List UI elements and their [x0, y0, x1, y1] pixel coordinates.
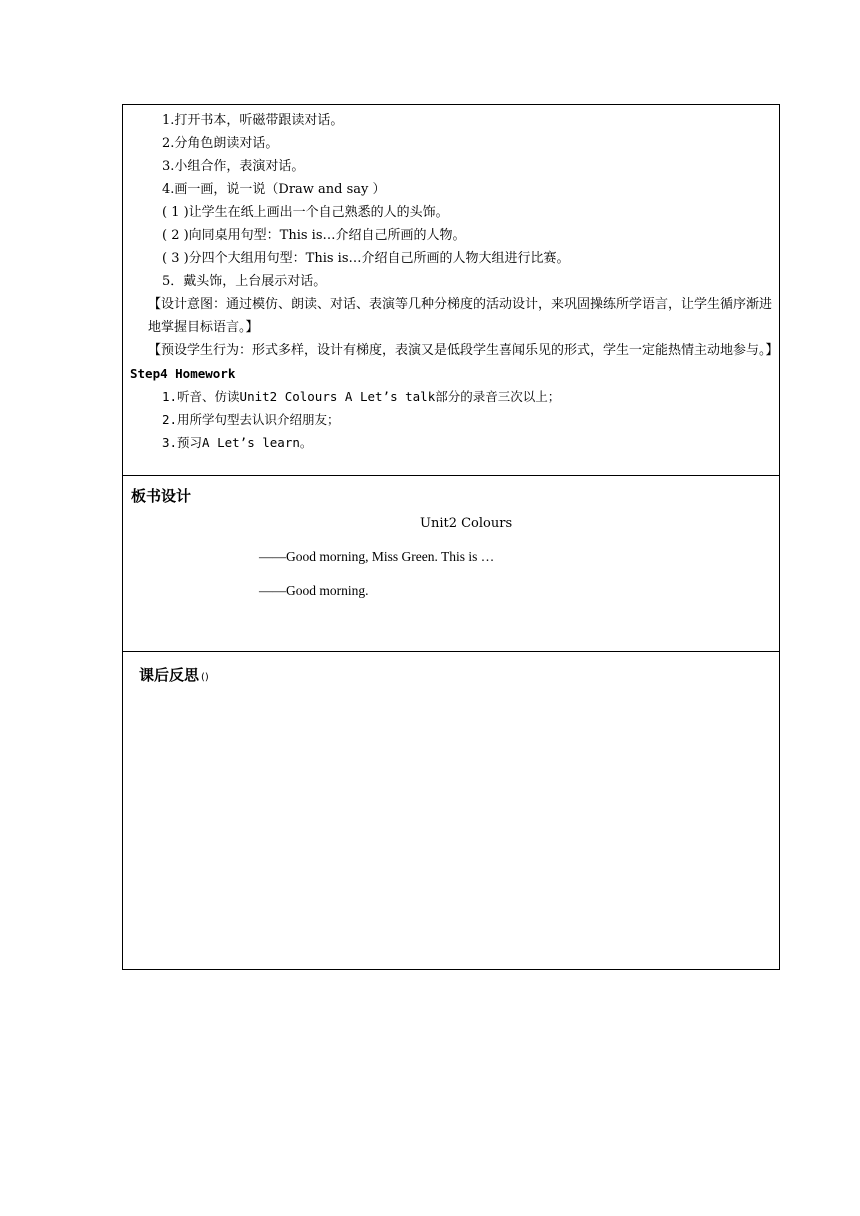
homework-heading: Step4 Homework — [130, 366, 236, 381]
board-dialogue-line: ——Good morning. — [259, 583, 369, 598]
reflection-cell — [123, 652, 779, 969]
homework-item: 3.预习A Let’s learn。 — [162, 435, 313, 450]
step-line: 2.分角色朗读对话。 — [162, 136, 279, 151]
board-dialogue-line: ——Good morning, Miss Green. This is … — [259, 549, 495, 564]
reflection-title-text: 课后反思 — [139, 666, 200, 684]
step-line: 1.打开书本，听磁带跟读对话。 — [162, 113, 344, 128]
board-design-title: 板书设计 — [131, 487, 192, 505]
reflection-title — [139, 664, 209, 685]
step-line: ( 1 )让学生在纸上画出一个自己熟悉的人的头饰。 — [162, 205, 449, 220]
step-line: 3.小组合作，表演对话。 — [162, 159, 305, 174]
lesson-plan-table — [122, 104, 780, 970]
step-line: ( 3 )分四个大组用句型：This is…介绍自己所画的人物大组进行比赛。 — [162, 251, 570, 266]
board-design-cell — [123, 476, 779, 652]
homework-item: 2.用所学句型去认识介绍朋友； — [162, 412, 340, 427]
board-unit-heading: Unit2 Colours — [420, 516, 513, 531]
step-line: 4.画一画，说一说（Draw and say ） — [162, 182, 386, 197]
step-line: ( 2 )向同桌用句型：This is…介绍自己所画的人物。 — [162, 228, 466, 243]
design-intent-note: 【设计意图：通过模仿、朗读、对话、表演等几种分梯度的活动设计，来巩固操练所学语言，让学生循序渐进地掌握目标语言。】 — [148, 297, 773, 335]
expected-behavior-note: 【预设学生行为：形式多样，设计有梯度，表演又是低段学生喜闻乐见的形式，学生一定能热情主动地参与。】 — [148, 343, 779, 358]
homework-item: 1.听音、仿读Unit2 Colours A Let’s talk部分的录音三次以上； — [162, 389, 561, 404]
step-line: 5．戴头饰，上台展示对话。 — [162, 274, 327, 289]
steps-cell — [123, 105, 779, 476]
reflection-paren: () — [201, 672, 209, 683]
